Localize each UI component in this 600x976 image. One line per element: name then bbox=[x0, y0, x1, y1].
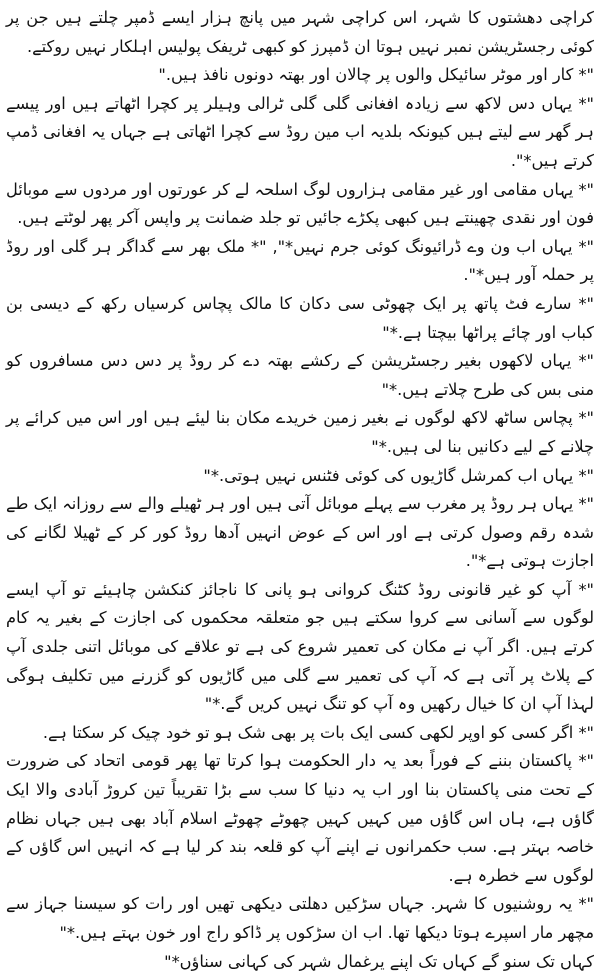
paragraph-one-way: "* یہاں اب ون وے ڈرائیونگ کوئی جرم نہیں*", "* ملک بھر سے گداگر ہر گلی اور روڈ پر حملہ آور ہیں*". bbox=[6, 236, 594, 285]
paragraph-fitness: "* یہاں اب کمرشل گاڑیوں کی کوئی فٹنس نہیں ہوتی.*" bbox=[203, 465, 594, 485]
paragraph-challan: "* کار اور موٹر سائیکل والوں پر چالان اور بھتہ دونوں نافذ ہیں." bbox=[158, 65, 594, 85]
paragraph-intro: کراچی دھشتوں کا شہر، اس کراچی شہر میں پانچ ہزار ایسے ڈمپر چلتے ہیں جن پر کوئی رجسٹریشن نمبر نہیں ہوتا ان ڈمپرز کو کبھی ٹریفک پولیس اہلکار نہیں روکتے. bbox=[6, 8, 594, 56]
paragraph-footpath: "* سارے فٹ پاتھ پر ایک چھوٹی سی دکان کا مالک پچاس کرسیاں رکھ کے دیسی بن کباب اور چائے پراٹھا بیچتا ہے.*" bbox=[6, 293, 594, 342]
paragraph-lights: "* یہ روشنیوں کا شہر. جہاں سڑکیں دھلتی دیکھی تھیں اور رات کو سیسنا جہاز سے مچھر مار اسپرے ہوتا دیکھا تھا. اب ان سڑکوں پر ڈاکو راج اور خون بہتے ہیں.*" bbox=[6, 894, 594, 942]
paragraph-closing: کہاں تک سنو گے کہاں تک اپنے یرغمال شہر کی کہانی سناؤں*" bbox=[164, 951, 594, 971]
paragraph-rickshaws: "* یہاں لاکھوں بغیر رجسٹریشن کے رکشے بھتہ دے کر روڈ پر دس دس مسافروں کو منی بس کی طرح چلاتے ہیں.*" bbox=[6, 351, 594, 399]
paragraph-road-cutting: "* آپ کو غیر قانونی روڈ کٹنگ کروانی ہو پانی کا ناجائز کنکشن چاہیئے تو آپ ایسے لوگوں سے آسانی سے کروا سکتے ہیں جو متعلقہ محکموں کی اجازت کے بغیر یہ کام کرتے ہیں. اگر آپ نے مکان کی تعمیر شروع کی ہے تو علاقے کی موبائل اتنی جلدی آپ کے پلاٹ پر آتی ہے کہ آپ کی تعمیر سے گلی میں گاڑیوں کو گزرنے میں تکلیف ہوگی لہذا آپ ان کا خیال رکھیں وہ آپ کو تنگ نہیں کریں گے.*" bbox=[6, 579, 594, 714]
paragraph-garbage: "* یہاں دس لاکھ سے زیادہ افغانی گلی گلی ٹرالی وہیلر پر کچرا اٹھاتے ہیں اور پیسے ہر گھر سے لیتے ہیں کیونکہ بلدیہ اب مین روڈ سے کچرا اٹھاتی ہے جہاں یہ افغانی ڈمپ کرتے ہیں*". bbox=[6, 93, 594, 170]
paragraph-pakistan: "* پاکستان بننے کے فوراً بعد یہ دار الحکومت ہوا کرتا تھا پھر قومی اتحاد کی ضرورت کے تحت منی پاکستان بنا اور اب یہ دنیا کا سب سے بڑا تقریباً تین کروڑ آبادی والا ایک گاؤں ہے، ہاں اس گاؤں میں کہیں کہیں چھوٹے چھوٹے اسلام آباد بھی ہیں جہاں نظام خاصہ بہتر ہے. سب حکمرانوں نے اپنے آپ کو قلعہ بند کر لیا ہے کہ انہیں اس گاؤں کے لوگوں سے خطرہ ہے. bbox=[6, 751, 594, 885]
paragraph-check: "* اگر کسی کو اوپر لکھی کسی ایک بات پر بھی شک ہو تو خود چیک کر سکتا ہے. bbox=[42, 722, 594, 742]
paragraph-mobile: "* یہاں ہر روڈ پر مغرب سے پہلے موبائل آتی ہیں اور ہر ٹھیلے والے سے روزانہ ایک طے شدہ رقم وصول کرتی ہے اور اس کے عوض انہیں آدھا روڈ کور کر کے ٹھیلا لگانے کی اجازت ہوتی ہے*". bbox=[6, 494, 594, 571]
paragraph-houses: "* پچاس ساٹھ لاکھ لوگوں نے بغیر زمین خریدے مکان بنا لیئے ہیں اور اس میں کرائے پر چلانے کے لیے دکانیں بنا لی ہیں.*" bbox=[6, 408, 594, 456]
paragraph-robbery: "* یہاں مقامی اور غیر مقامی ہزاروں لوگ اسلحہ لے کر عورتوں اور مردوں سے موبائل فون اور نقدی چھینتے ہیں کبھی پکڑے جائیں تو جلد ضمانت پر واپس آکر پھر لوٹتے ہیں. bbox=[5, 179, 594, 228]
